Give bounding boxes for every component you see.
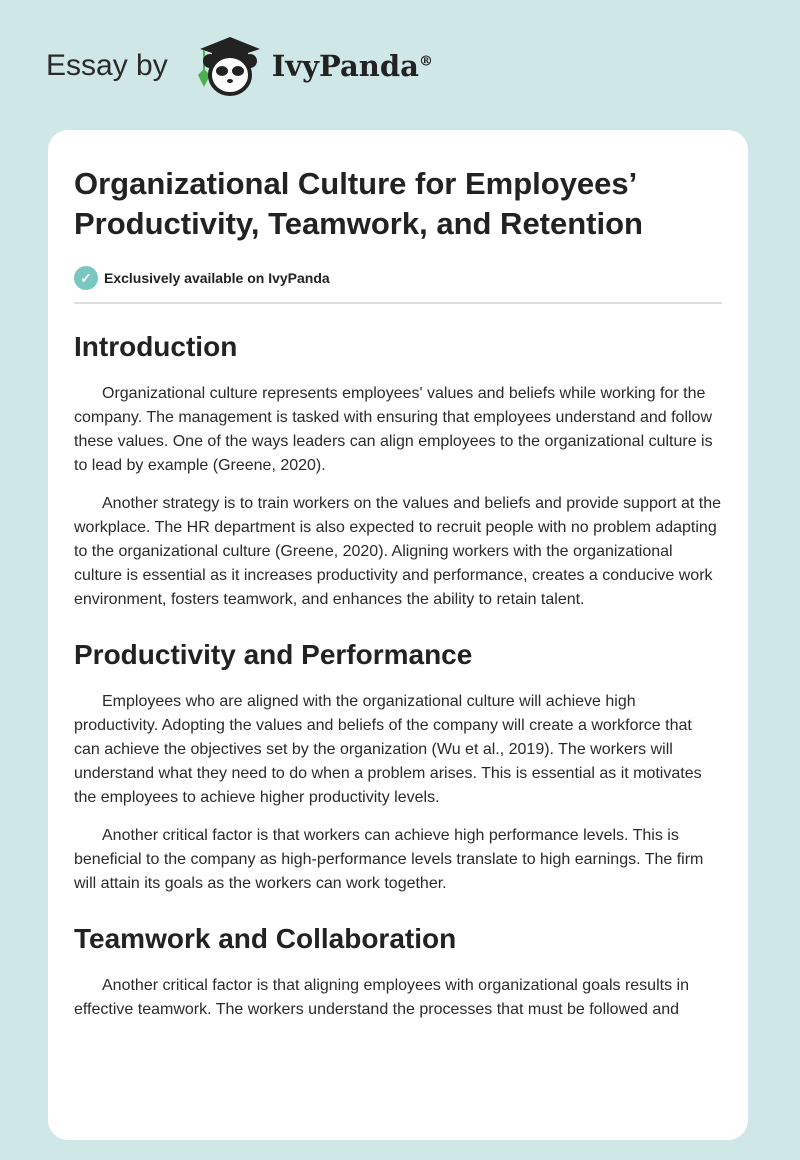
- ivypanda-logo-icon[interactable]: [186, 33, 262, 99]
- paragraph: Organizational culture represents employees' values and beliefs while working for the company. The management is tasked with ensuring that employees understand and follow these values. One of the ways leaders can align employees to the organizational culture is to lead by example (Greene, 2020).: [74, 385, 713, 474]
- section-heading: Introduction: [74, 331, 238, 362]
- badge-label: Exclusively available on IvyPanda: [104, 270, 330, 286]
- essay-by-label: Essay by: [46, 49, 168, 82]
- paragraph: Employees who are aligned with the organizational culture will achieve high productivity. Adopting the values and beliefs of the company will create a workforce that can achieve the objectives set by the organization (Wu et al., 2019). The workers will understand what they need to do when a problem arises. This is essential as it motivates the employees to achieve higher productivity levels.: [74, 693, 702, 806]
- exclusive-badge: [74, 266, 722, 304]
- paragraph: Another critical factor is that aligning employees with organizational goals results in effective teamwork. The workers understand the processes that must be followed and: [74, 977, 689, 1018]
- check-icon: ✓: [74, 266, 98, 290]
- essay-title: Organizational Culture for Employees’ Productivity, Teamwork, and Retention: [74, 166, 643, 241]
- paragraph: Another critical factor is that workers can achieve high performance levels. This is beneficial to the company as high-performance levels translate to high earnings. The firm will attain its goals as the workers can work together.: [74, 827, 704, 892]
- section-heading: Teamwork and Collaboration: [74, 923, 457, 954]
- site-header: [46, 36, 433, 96]
- section-heading: Productivity and Performance: [74, 639, 473, 670]
- ivypanda-brand[interactable]: IvyPanda®: [271, 49, 433, 83]
- paragraph: Another strategy is to train workers on the values and beliefs and provide support at the workplace. The HR department is also expected to recruit people with no problem adapting to the organizational culture (Greene, 2020). Aligning workers with the organizational culture is essential as it increases productivity and performance, creates a conducive work environment, fosters teamwork, and enhances the ability to retain talent.: [74, 495, 722, 608]
- essay-card: [48, 130, 748, 1140]
